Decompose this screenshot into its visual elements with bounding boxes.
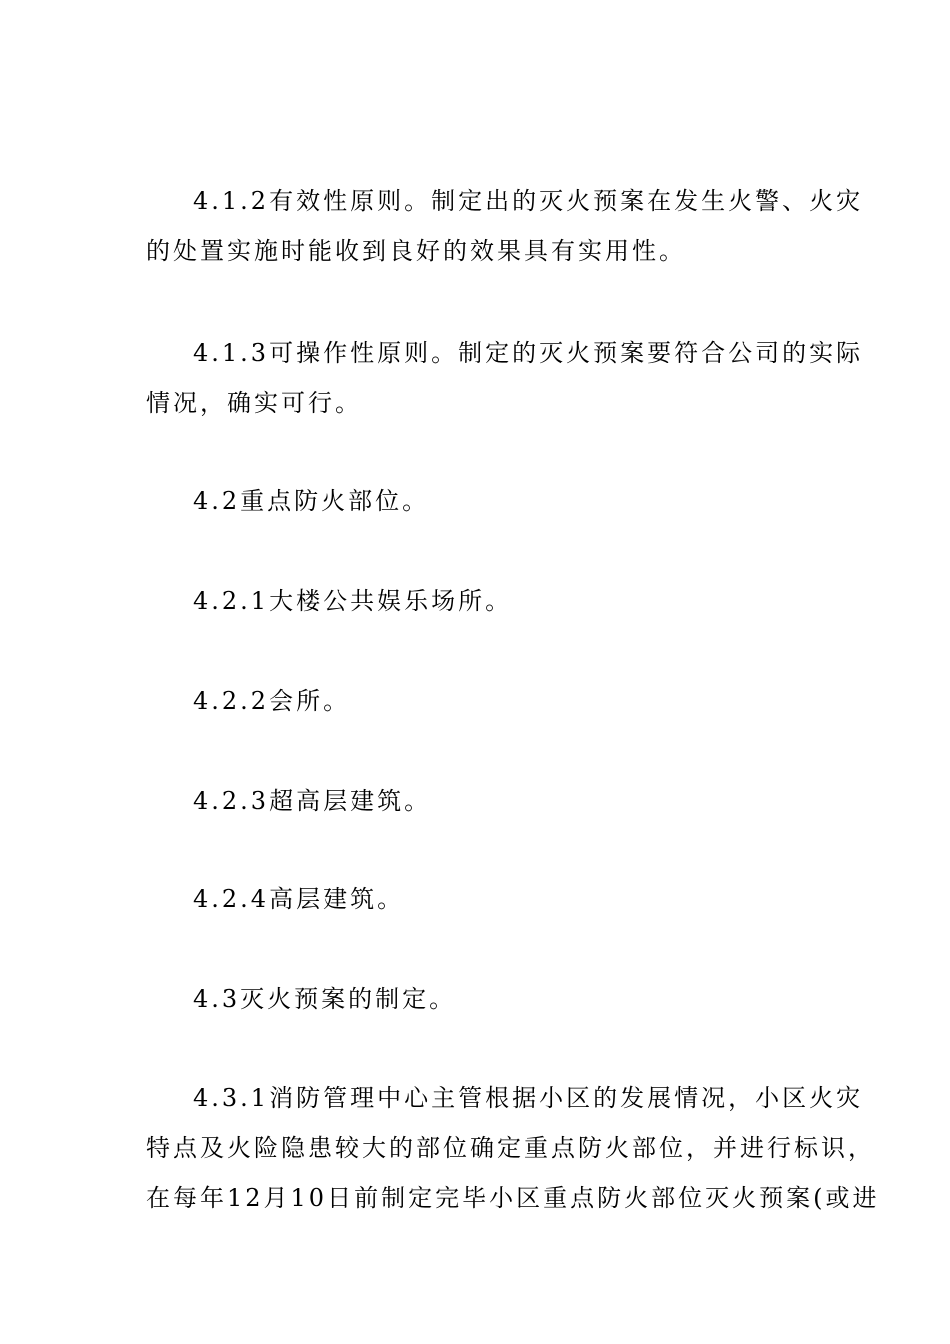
paragraph-4-3-1-line-1: 4.3.1消防管理中心主管根据小区的发展情况，小区火灾: [193, 1084, 864, 1112]
paragraph-4-3-1-line-3: 在每年12月10日前制定完毕小区重点防火部位灭火预案(或进: [146, 1184, 880, 1212]
paragraph-4-1-2-line-2: 的处置实施时能收到良好的效果具有实用性。: [146, 237, 686, 265]
paragraph-4-1-3-line-2: 情况，确实可行。: [146, 389, 362, 417]
paragraph-4-1-2-line-1: 4.1.2有效性原则。制定出的灭火预案在发生火警、火灾: [193, 187, 864, 215]
list-item-4-2-1: 4.2.1大楼公共娱乐场所。: [193, 587, 513, 615]
paragraph-4-1-3-line-1: 4.1.3可操作性原则。制定的灭火预案要符合公司的实际: [193, 339, 864, 367]
list-item-4-2-3: 4.2.3超高层建筑。: [193, 787, 432, 815]
section-heading-4-2: 4.2重点防火部位。: [193, 487, 430, 515]
list-item-4-2-4: 4.2.4高层建筑。: [193, 885, 405, 913]
paragraph-4-3-1-line-2: 特点及火险隐患较大的部位确定重点防火部位，并进行标识，: [146, 1134, 875, 1162]
list-item-4-2-2: 4.2.2会所。: [193, 687, 351, 715]
section-heading-4-3: 4.3灭火预案的制定。: [193, 985, 457, 1013]
